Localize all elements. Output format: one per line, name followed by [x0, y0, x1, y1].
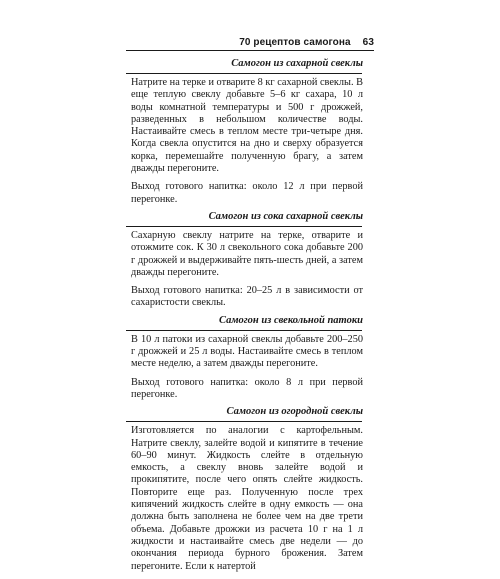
recipe-yield: Выход готового напитка: около 8 л при первой перегонке. [131, 376, 363, 400]
recipe-rule [126, 330, 362, 331]
recipe-title: Самогон из сока сахарной свеклы [208, 210, 363, 222]
recipe-title: Самогон из свекольной патоки [219, 314, 363, 326]
running-head [142, 37, 374, 48]
recipe-yield: Выход готового напитка: около 12 л при первой перегонке. [131, 181, 363, 205]
recipe-body: Натрите на терке и отварите 8 кг сахарной свеклы. В еще теплую свеклу добавьте 5–6 кг сахара, 10 л воды комнатной температуры и 500 г дрожжей, разведенных в небольшом количестве воды. Настаивайте смесь в теплом месте три-четыре дня. Когда свекла опустится на дно и сверху образуется корка, перемешайте полученную брагу, а затем дважды перегоните. [131, 77, 363, 175]
recipe-section [131, 58, 363, 206]
recipe-section [131, 406, 363, 573]
page-number: 63 [362, 37, 374, 48]
recipe-title: Самогон из огородной свеклы [226, 406, 363, 418]
recipe-body: Сахарную свеклу натрите на терке, отварите и отожмите сок. К 30 л свекольного сока добавьте 200 г дрожжей и выдерживайте пять-шесть дней, а затем дважды перегоните. [131, 229, 363, 278]
header-rule [126, 50, 374, 51]
page-content [131, 58, 363, 579]
recipe-body: В 10 л патоки из сахарной свеклы добавьте 200–250 г дрожжей и 25 л воды. Настаивайте смесь в теплом месте неделю, а затем дважды перегоните. [131, 333, 363, 370]
recipe-body: Изготовляется по аналогии с картофельным. Натрите свеклу, залейте водой и кипятите в течение 60–90 минут. Жидкость слейте в отдельную емкость, а свеклу вновь залейте водой и прокипятите, после чего опять слейте жидкость. Повторите еще раз. Полученную после трех кипячений жидкость слейте в одну емкость — она должна быть заполнена не более чем на две трети объема. Добавьте дрожжи из расчета 10 г на 1 л жидкости и настаивайте смесь две недели — до окончания периода бурного брожения. Затем перегоните. Если к натертой [131, 425, 363, 572]
recipe-rule [126, 73, 362, 74]
recipe-rule [126, 421, 362, 422]
recipe-title: Самогон из сахарной свеклы [231, 58, 363, 69]
book-title: 70 рецептов самогона [239, 37, 351, 48]
recipe-yield: Выход готового напитка: 20–25 л в зависимости от сахаристости свеклы. [131, 285, 363, 309]
recipe-rule [126, 226, 362, 227]
recipe-section [131, 315, 363, 401]
recipe-section [131, 211, 363, 310]
